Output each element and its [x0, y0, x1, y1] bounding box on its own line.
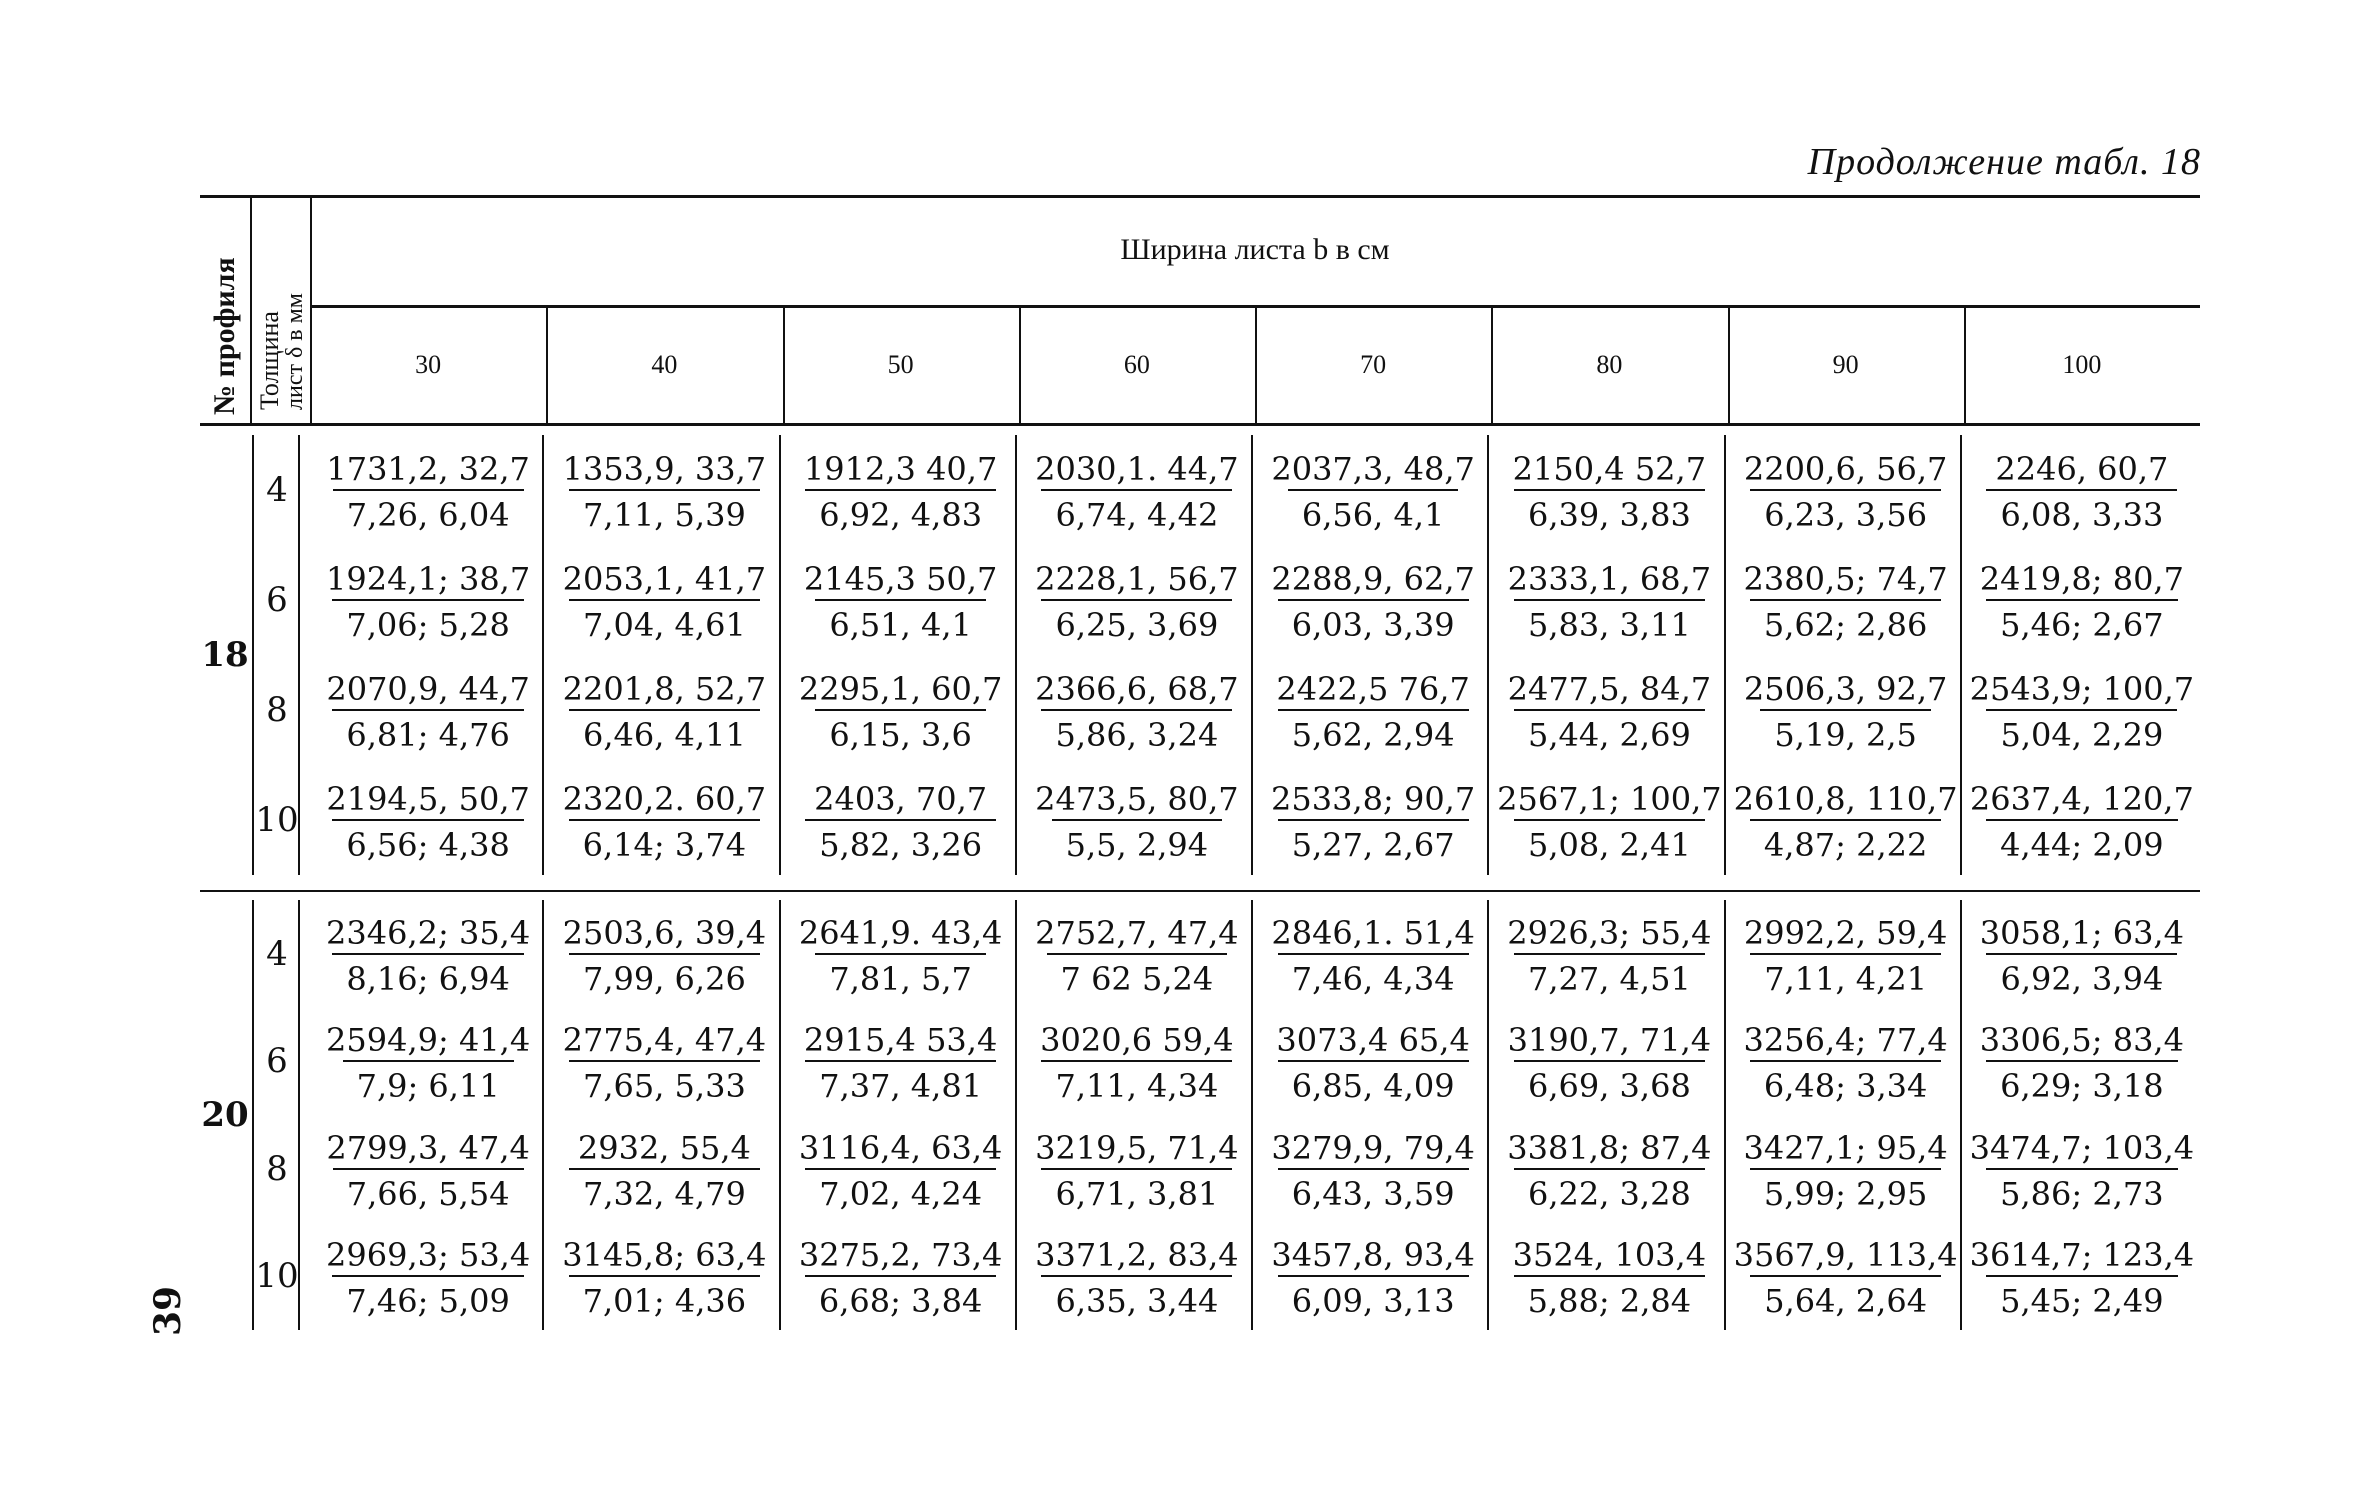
- cell-numerator: 3256,4; 77,4: [1743, 1021, 1948, 1060]
- cell-denominator: 5,86, 3,24: [1041, 709, 1232, 751]
- header-vsep-2: [310, 195, 312, 423]
- table-cell: [310, 1223, 546, 1331]
- cell-denominator: 7,11, 4,34: [1041, 1060, 1232, 1102]
- cell-denominator: 7,11, 5,39: [569, 489, 760, 531]
- cell-denominator: 7,9; 6,11: [343, 1060, 514, 1102]
- table-cell: [783, 545, 1019, 655]
- table-cell: [1019, 1115, 1255, 1223]
- cell-numerator: 2637,4, 120,7: [1969, 780, 2194, 818]
- width-col-40: 40: [651, 350, 678, 379]
- cell-numerator: 2200,6, 56,7: [1743, 450, 1948, 488]
- table-cell: [1019, 900, 1255, 1008]
- table-cell: [310, 900, 546, 1008]
- cell-numerator: 1912,3 40,7: [803, 450, 998, 488]
- table-cell: [1255, 1008, 1491, 1116]
- cell-denominator: 7,32, 4,79: [569, 1168, 760, 1210]
- cell-numerator: 2030,1. 44,7: [1035, 450, 1239, 488]
- width-col-60: 60: [1123, 350, 1150, 379]
- cell-numerator: 2641,9. 43,4: [798, 913, 1003, 952]
- cell-denominator: 6,92, 3,94: [1986, 953, 2177, 995]
- cell-denominator: 7,02, 4,24: [805, 1168, 996, 1210]
- cell-denominator: 6,48; 3,34: [1750, 1060, 1941, 1102]
- cell-numerator: 2346,2; 35,4: [326, 913, 531, 952]
- header-col-sep: [783, 308, 785, 423]
- cell-denominator: 6,46, 4,11: [569, 709, 760, 751]
- cell-numerator: 2150,4 52,7: [1512, 450, 1707, 488]
- width-col-70: 70: [1360, 350, 1387, 379]
- cell-denominator: 5,88; 2,84: [1514, 1275, 1705, 1317]
- cell-denominator: 6,68; 3,84: [805, 1275, 996, 1317]
- cell-numerator: 3381,8; 87,4: [1507, 1128, 1712, 1167]
- cell-denominator: 6,22, 3,28: [1514, 1168, 1705, 1210]
- table-cell: [783, 435, 1019, 545]
- table-cell: [1964, 545, 2200, 655]
- table-caption: Продолжение табл. 18: [1807, 141, 2201, 183]
- cell-numerator: 3073,4 65,4: [1276, 1021, 1470, 1060]
- table-cell: [1019, 655, 1255, 765]
- cell-numerator: 2543,9; 100,7: [1969, 670, 2195, 708]
- cell-numerator: 2194,5, 50,7: [326, 780, 530, 818]
- cell-numerator: 2752,7, 47,4: [1035, 913, 1239, 952]
- table-cell: [1964, 1008, 2200, 1116]
- cell-denominator: 6,81; 4,76: [332, 709, 523, 751]
- table-cell: [310, 765, 546, 875]
- table-cell: [310, 435, 546, 545]
- table-cell: [1964, 765, 2200, 875]
- header-col-sep: [546, 308, 548, 423]
- header-col-sep: [1728, 308, 1730, 423]
- cell-numerator: 3524, 103,4: [1512, 1236, 1707, 1275]
- cell-numerator: 2915,4 53,4: [803, 1021, 998, 1060]
- table-cell: [1491, 435, 1727, 545]
- cell-denominator: 7,46; 5,09: [332, 1275, 523, 1317]
- cell-numerator: 2506,3, 92,7: [1743, 670, 1948, 708]
- top-rule: [200, 195, 2200, 198]
- table-cell: [1491, 655, 1727, 765]
- cell-numerator: 2926,3; 55,4: [1507, 913, 1712, 952]
- cell-denominator: 6,69, 3,68: [1514, 1060, 1705, 1102]
- header-bottom-rule: [200, 423, 2200, 426]
- profile-label: № профиля: [208, 257, 241, 415]
- cell-numerator: 2288,9, 62,7: [1271, 560, 1475, 598]
- cell-denominator: 7,06; 5,28: [332, 599, 523, 641]
- cell-numerator: 2610,8, 110,7: [1733, 780, 1958, 818]
- cell-numerator: 3567,9, 113,4: [1733, 1236, 1958, 1275]
- table-cell: [1728, 655, 1964, 765]
- cell-denominator: 7,66, 5,54: [333, 1168, 524, 1210]
- table-cell: [1019, 435, 1255, 545]
- table-cell: [546, 1008, 782, 1116]
- cell-numerator: 1731,2, 32,7: [326, 450, 530, 488]
- cell-numerator: 3371,2, 83,4: [1035, 1236, 1239, 1275]
- cell-numerator: 2533,8; 90,7: [1271, 780, 1476, 818]
- table-cell: [1728, 545, 1964, 655]
- table-cell: [783, 655, 1019, 765]
- cell-denominator: 5,19, 2,5: [1760, 709, 1930, 751]
- cell-numerator: 2070,9, 44,7: [326, 670, 530, 708]
- table-cell: [1255, 765, 1491, 875]
- cell-denominator: 6,39, 3,83: [1514, 489, 1705, 531]
- cell-numerator: 1924,1; 38,7: [326, 560, 531, 598]
- cell-denominator: 4,87; 2,22: [1750, 819, 1941, 861]
- table-cell: [1491, 900, 1727, 1008]
- cell-denominator: 5,04, 2,29: [1986, 709, 2177, 751]
- cell-numerator: 2419,8; 80,7: [1979, 560, 2184, 598]
- cell-denominator: 7,65, 5,33: [569, 1060, 760, 1102]
- table-cell: [1255, 435, 1491, 545]
- cell-denominator: 6,03, 3,39: [1278, 599, 1469, 641]
- table-cell: [1728, 765, 1964, 875]
- cell-denominator: 7,99, 6,26: [569, 953, 760, 995]
- thickness-value: 10: [255, 1256, 299, 1297]
- cell-denominator: 6,71, 3,81: [1041, 1168, 1232, 1210]
- cell-denominator: 7,04, 4,61: [569, 599, 760, 641]
- page-number: 39: [147, 1285, 190, 1337]
- thickness-value: 8: [266, 1148, 288, 1189]
- cell-denominator: 7,37, 4,81: [805, 1060, 996, 1102]
- cell-denominator: 5,86; 2,73: [1986, 1168, 2177, 1210]
- cell-numerator: 2992,2, 59,4: [1743, 913, 1948, 952]
- table-cell: [1728, 1223, 1964, 1331]
- cell-numerator: 3457,8, 93,4: [1271, 1236, 1475, 1275]
- table-cell: [546, 1223, 782, 1331]
- cell-numerator: 2422,5 76,7: [1276, 670, 1470, 708]
- cell-denominator: 5,64, 2,64: [1750, 1275, 1941, 1317]
- profile-number: 18: [201, 635, 249, 675]
- cell-denominator: 6,56; 4,38: [332, 819, 523, 861]
- table-cell: [1491, 1115, 1727, 1223]
- cell-denominator: 5,62, 2,94: [1278, 709, 1469, 751]
- cell-numerator: 2969,3; 53,4: [326, 1236, 531, 1275]
- cell-numerator: 2037,3, 48,7: [1271, 450, 1475, 488]
- header-vsep-1: [250, 195, 252, 423]
- table-cell: [546, 545, 782, 655]
- width-label: Ширина листа b в см: [1120, 233, 1390, 266]
- cell-numerator: 3190,7, 71,4: [1507, 1021, 1712, 1060]
- cell-numerator: 2201,8, 52,7: [562, 670, 767, 708]
- table-cell: [1255, 1115, 1491, 1223]
- cell-denominator: 6,51, 4,1: [815, 599, 985, 641]
- cell-denominator: 6,29; 3,18: [1986, 1060, 2177, 1102]
- cell-numerator: 2228,1, 56,7: [1035, 560, 1239, 598]
- cell-denominator: 6,09, 3,13: [1278, 1275, 1469, 1317]
- cell-numerator: 2053,1, 41,7: [562, 560, 767, 598]
- cell-denominator: 6,14; 3,74: [569, 819, 760, 861]
- cell-numerator: 3116,4, 63,4: [798, 1128, 1003, 1167]
- width-col-50: 50: [887, 350, 914, 379]
- table-cell: [1491, 1008, 1727, 1116]
- cell-denominator: 5,99; 2,95: [1750, 1168, 1941, 1210]
- cell-numerator: 2145,3 50,7: [803, 560, 998, 598]
- cell-denominator: 5,5, 2,94: [1052, 819, 1222, 861]
- cell-numerator: 3058,1; 63,4: [1979, 913, 2184, 952]
- cell-numerator: 2799,3, 47,4: [326, 1128, 530, 1167]
- table-cell: [1019, 1223, 1255, 1331]
- table-cell: [783, 1115, 1019, 1223]
- table-cell: [1728, 1115, 1964, 1223]
- cell-denominator: 7,27, 4,51: [1514, 953, 1705, 995]
- cell-denominator: 6,15, 3,6: [815, 709, 985, 751]
- cell-numerator: 3474,7; 103,4: [1969, 1128, 2195, 1167]
- cell-denominator: 7,01; 4,36: [569, 1275, 760, 1317]
- cell-denominator: 7 62 5,24: [1047, 953, 1228, 995]
- table-cell: [1728, 1008, 1964, 1116]
- table-cell: [1964, 900, 2200, 1008]
- cell-denominator: 6,25, 3,69: [1041, 599, 1232, 641]
- cell-denominator: 6,23, 3,56: [1750, 489, 1941, 531]
- cell-denominator: 5,83, 3,11: [1514, 599, 1705, 641]
- cell-denominator: 6,43, 3,59: [1278, 1168, 1469, 1210]
- cell-denominator: 5,44, 2,69: [1514, 709, 1705, 751]
- cell-denominator: 6,08, 3,33: [1986, 489, 2177, 531]
- cell-denominator: 6,74, 4,42: [1041, 489, 1232, 531]
- table-cell: [1255, 655, 1491, 765]
- cell-numerator: 2473,5, 80,7: [1035, 780, 1239, 818]
- table-cell: [1491, 765, 1727, 875]
- table-cell: [783, 765, 1019, 875]
- cell-numerator: 2775,4, 47,4: [562, 1021, 767, 1060]
- cell-numerator: 1353,9, 33,7: [562, 450, 767, 488]
- cell-denominator: 7,81, 5,7: [815, 953, 985, 995]
- cell-numerator: 2246, 60,7: [1995, 450, 2169, 488]
- table-cell: [310, 545, 546, 655]
- table-cell: [783, 900, 1019, 1008]
- cell-numerator: 2366,6, 68,7: [1035, 670, 1239, 708]
- cell-numerator: 3614,7; 123,4: [1969, 1236, 2195, 1275]
- cell-denominator: 5,46; 2,67: [1986, 599, 2177, 641]
- thickness-value: 4: [266, 933, 288, 974]
- cell-numerator: 3306,5; 83,4: [1979, 1021, 2184, 1060]
- table-cell: [546, 900, 782, 1008]
- header-col-sep: [1019, 308, 1021, 423]
- cell-denominator: 6,35, 3,44: [1041, 1275, 1232, 1317]
- thickness-value: 10: [255, 800, 299, 840]
- cell-numerator: 2567,1; 100,7: [1497, 780, 1722, 818]
- cell-numerator: 3145,8; 63,4: [562, 1236, 767, 1275]
- table-cell: [1019, 765, 1255, 875]
- table-cell: [1964, 655, 2200, 765]
- cell-denominator: 7,26, 6,04: [333, 489, 524, 531]
- cell-denominator: 7,46, 4,34: [1278, 953, 1469, 995]
- cell-denominator: 5,45; 2,49: [1986, 1275, 2177, 1317]
- cell-numerator: 3427,1; 95,4: [1743, 1128, 1948, 1167]
- table-cell: [1728, 900, 1964, 1008]
- cell-numerator: 2380,5; 74,7: [1743, 560, 1948, 598]
- table-cell: [310, 655, 546, 765]
- table-cell: [1019, 545, 1255, 655]
- table-cell: [1964, 1223, 2200, 1331]
- width-col-30: 30: [415, 350, 442, 379]
- cell-numerator: 3219,5, 71,4: [1035, 1128, 1239, 1167]
- cell-numerator: 2594,9; 41,4: [326, 1021, 531, 1060]
- cell-numerator: 2503,6, 39,4: [562, 913, 767, 952]
- table-cell: [546, 435, 782, 545]
- table-cell: [1964, 1115, 2200, 1223]
- table-cell: [1255, 545, 1491, 655]
- cell-numerator: 2477,5, 84,7: [1507, 670, 1712, 708]
- thickness-value: 6: [266, 580, 288, 620]
- table-cell: [310, 1115, 546, 1223]
- cell-denominator: 6,56, 4,1: [1288, 489, 1458, 531]
- cell-numerator: 2403, 70,7: [814, 780, 988, 818]
- table-cell: [1491, 1223, 1727, 1331]
- cell-denominator: 5,82, 3,26: [805, 819, 996, 861]
- thickness-label-2: лист δ в мм: [282, 293, 308, 410]
- table-cell: [1255, 1223, 1491, 1331]
- cell-numerator: 3275,2, 73,4: [798, 1236, 1003, 1275]
- cell-numerator: 2333,1, 68,7: [1507, 560, 1712, 598]
- cell-denominator: 5,08, 2,41: [1514, 819, 1705, 861]
- cell-denominator: 5,27, 2,67: [1278, 819, 1469, 861]
- table-cell: [1964, 435, 2200, 545]
- cell-numerator: 3279,9, 79,4: [1271, 1128, 1475, 1167]
- header-col-sep: [1255, 308, 1257, 423]
- width-col-100: 100: [2062, 350, 2102, 379]
- profile-number: 20: [201, 1095, 249, 1135]
- cell-denominator: 4,44; 2,09: [1986, 819, 2177, 861]
- table-cell: [783, 1223, 1019, 1331]
- width-col-90: 90: [1832, 350, 1859, 379]
- cell-denominator: 6,92, 4,83: [805, 489, 996, 531]
- data-table: [200, 195, 2200, 1335]
- table-cell: [546, 1115, 782, 1223]
- header-col-sep: [1964, 308, 1966, 423]
- cell-numerator: 2320,2. 60,7: [562, 780, 767, 818]
- table-cell: [1255, 900, 1491, 1008]
- cell-denominator: 5,62; 2,86: [1750, 599, 1941, 641]
- table-cell: [783, 1008, 1019, 1116]
- table-cell: [1019, 1008, 1255, 1116]
- thickness-value: 8: [266, 690, 288, 730]
- table-cell: [1728, 435, 1964, 545]
- table-cell: [546, 765, 782, 875]
- table-cell: [546, 655, 782, 765]
- cell-denominator: 7,11, 4,21: [1750, 953, 1941, 995]
- width-col-80: 80: [1596, 350, 1623, 379]
- thickness-value: 4: [266, 470, 288, 510]
- header-col-sep: [1491, 308, 1493, 423]
- table-cell: [310, 1008, 546, 1116]
- table-cell: [1491, 545, 1727, 655]
- group-separator: [200, 890, 2200, 892]
- cell-denominator: 8,16; 6,94: [332, 953, 523, 995]
- cell-numerator: 2846,1. 51,4: [1271, 913, 1475, 952]
- cell-numerator: 2295,1, 60,7: [798, 670, 1003, 708]
- thickness-value: 6: [266, 1041, 288, 1082]
- cell-denominator: 6,85, 4,09: [1278, 1060, 1469, 1102]
- cell-numerator: 3020,6 59,4: [1040, 1021, 1234, 1060]
- thickness-label-1: Толщина: [255, 311, 284, 410]
- cell-numerator: 2932, 55,4: [577, 1128, 751, 1167]
